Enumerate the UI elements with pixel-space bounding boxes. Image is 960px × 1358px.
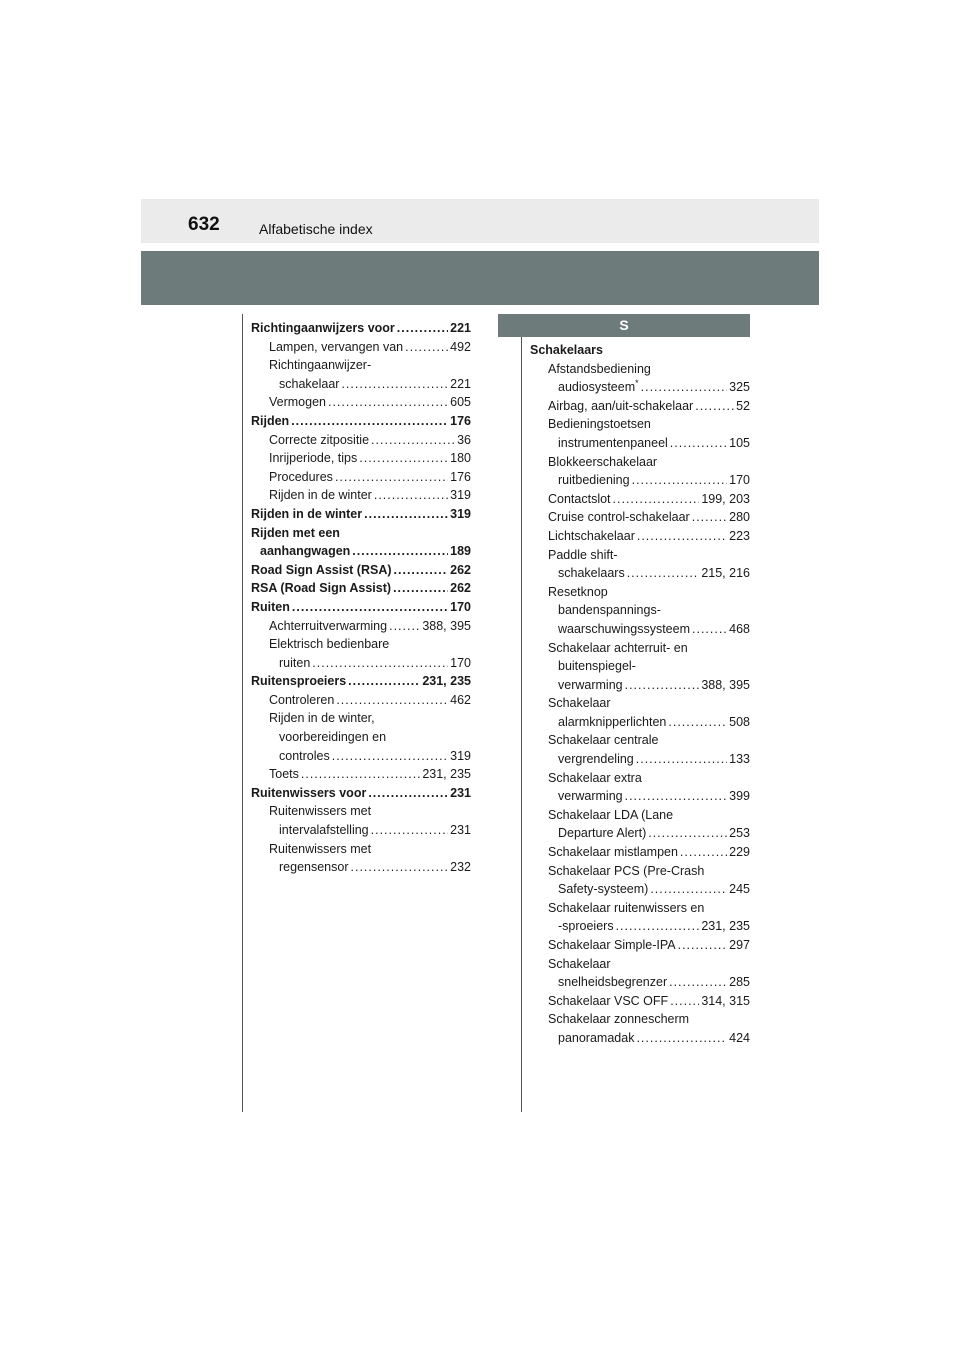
entry-text: panoramadak	[558, 1030, 635, 1045]
index-entry	[251, 393, 471, 412]
index-column-right	[530, 341, 750, 1048]
dot-leader	[616, 917, 700, 936]
dot-leader	[641, 378, 728, 397]
index-entry	[530, 434, 750, 453]
dot-leader	[371, 821, 449, 840]
entry-text: Schakelaar LDA (Lane	[548, 807, 674, 822]
entry-text: -sproeiers	[558, 919, 614, 934]
entry-text: Afstandsbediening	[548, 361, 651, 376]
entry-page: 105	[729, 435, 750, 450]
dot-leader	[348, 672, 420, 691]
entry-page: 253	[729, 826, 750, 841]
dot-leader	[692, 620, 727, 639]
dot-leader	[335, 468, 448, 487]
index-entry	[530, 639, 750, 658]
entry-text: aanhangwagen	[260, 544, 351, 559]
entry-text: Rijden in de winter	[269, 488, 372, 503]
entry-page: 325	[729, 380, 750, 395]
dot-leader	[625, 676, 700, 695]
index-entry	[251, 486, 471, 505]
section-title: Alfabetische index	[259, 221, 373, 237]
dot-leader	[301, 765, 420, 784]
dot-leader	[668, 713, 727, 732]
entry-text: Contactslot	[548, 491, 611, 506]
entry-page: 388, 395	[422, 618, 471, 633]
dot-leader	[670, 992, 699, 1011]
entry-text: Departure Alert)	[558, 826, 647, 841]
dot-leader	[678, 936, 728, 955]
dot-leader	[637, 527, 727, 546]
index-column-left	[251, 319, 471, 877]
entry-page: 231, 235	[422, 767, 471, 782]
entry-text: intervalafstelling	[279, 823, 369, 838]
entry-text: audiosysteem*	[558, 378, 639, 395]
index-entry	[530, 1010, 750, 1029]
entry-page: 52	[736, 398, 750, 413]
index-entry	[251, 728, 471, 747]
dot-leader	[292, 598, 448, 617]
index-entry	[251, 858, 471, 877]
index-entry	[530, 620, 750, 639]
entry-page: 199, 203	[701, 491, 750, 506]
dot-leader	[332, 747, 448, 766]
index-entry	[530, 750, 750, 769]
index-entry	[530, 992, 750, 1011]
entry-text: Paddle shift-	[548, 547, 618, 562]
entry-text: Lampen, vervangen van	[269, 339, 404, 354]
index-entry	[530, 601, 750, 620]
index-entry	[530, 657, 750, 676]
entry-page: 388, 395	[701, 677, 750, 692]
entry-page: 232	[450, 860, 471, 875]
entry-text: Schakelaars	[530, 343, 603, 357]
entry-text: Schakelaar zonnescherm	[548, 1012, 690, 1027]
index-entry	[530, 769, 750, 788]
entry-page: 319	[450, 488, 471, 503]
index-entry	[251, 449, 471, 468]
index-entry	[251, 784, 471, 803]
index-entry	[251, 765, 471, 784]
entry-text: instrumentenpaneel	[558, 435, 668, 450]
index-entry	[251, 802, 471, 821]
index-entry	[530, 843, 750, 862]
entry-page: 133	[729, 752, 750, 767]
dot-leader	[394, 561, 449, 580]
index-entry	[530, 453, 750, 472]
entry-page: 215, 216	[701, 566, 750, 581]
dot-leader	[291, 412, 448, 431]
index-entry	[251, 635, 471, 654]
index-entry	[251, 412, 471, 431]
dot-leader	[692, 508, 727, 527]
dot-leader	[328, 393, 448, 412]
index-entry	[530, 806, 750, 825]
entry-text: Resetknop	[548, 584, 608, 599]
dot-leader	[352, 542, 448, 561]
entry-text: verwarming	[558, 789, 623, 804]
index-entry	[251, 821, 471, 840]
dot-leader	[364, 505, 448, 524]
index-entry	[530, 508, 750, 527]
index-entry	[251, 840, 471, 859]
dot-leader	[613, 490, 700, 509]
entry-text: Procedures	[269, 469, 333, 484]
entry-page: 221	[450, 321, 471, 335]
index-entry	[251, 542, 471, 561]
entry-text: Schakelaar	[548, 696, 611, 711]
entry-text: Rijden in de winter	[251, 506, 363, 521]
entry-page: 399	[729, 789, 750, 804]
entry-text: Airbag, aan/uit-schakelaar	[548, 398, 694, 413]
entry-text: Rijden	[251, 413, 290, 428]
entry-text: Achterruitverwarming	[269, 618, 388, 633]
index-entry	[251, 709, 471, 728]
entry-text: Schakelaar ruitenwissers en	[548, 900, 705, 915]
entry-text: ruitbediening	[558, 473, 630, 488]
entry-text: Rijden in de winter,	[269, 711, 375, 726]
dot-leader	[632, 471, 728, 490]
index-entry	[251, 598, 471, 617]
entry-text: Vermogen	[269, 395, 326, 410]
dot-leader	[359, 449, 448, 468]
entry-text: buitenspiegel-	[558, 659, 636, 674]
entry-text: Ruitenwissers voor	[251, 785, 367, 800]
dot-leader	[312, 654, 448, 673]
entry-text: Richtingaanwijzers voor	[251, 321, 395, 335]
middle-column-rule	[521, 314, 522, 1112]
index-entry	[530, 1029, 750, 1048]
index-entry	[251, 468, 471, 487]
dot-leader	[374, 486, 448, 505]
entry-text: Road Sign Assist (RSA)	[251, 562, 392, 577]
index-entry	[251, 319, 471, 338]
entry-page: 231, 235	[422, 674, 471, 689]
entry-page: 280	[729, 510, 750, 525]
entry-text: Schakelaar extra	[548, 770, 642, 785]
entry-text: Ruitensproeiers	[251, 674, 347, 689]
entry-page: 314, 315	[701, 993, 750, 1008]
entry-page: 245	[729, 882, 750, 897]
entry-text: voorbereidingen en	[279, 730, 387, 745]
index-entry	[530, 787, 750, 806]
entry-text: schakelaar	[279, 376, 340, 391]
entry-text: Bedieningstoetsen	[548, 417, 651, 432]
entry-text: snelheidsbegrenzer	[558, 975, 668, 990]
entry-page: 319	[450, 748, 471, 763]
dot-leader	[648, 824, 727, 843]
index-entry	[530, 731, 750, 750]
index-entry	[251, 617, 471, 636]
entry-text: Correcte zitpositie	[269, 432, 370, 447]
index-entry	[251, 338, 471, 357]
entry-page: 223	[729, 528, 750, 543]
dot-leader	[371, 431, 455, 450]
page-number: 632	[188, 214, 220, 235]
entry-text: Schakelaar	[548, 956, 611, 971]
entry-text: Lichtschakelaar	[548, 528, 635, 543]
entry-page: 189	[450, 544, 471, 559]
dot-leader	[669, 973, 727, 992]
entry-text: Ruiten	[251, 599, 290, 614]
entry-page: 231	[450, 823, 471, 838]
dot-leader	[650, 880, 727, 899]
dot-leader	[680, 843, 727, 862]
index-entry	[530, 824, 750, 843]
index-entry	[251, 747, 471, 766]
index-entry	[251, 431, 471, 450]
dot-leader	[393, 579, 448, 598]
index-entry	[530, 880, 750, 899]
entry-text: Schakelaar mistlampen	[548, 845, 678, 860]
entry-text: Controleren	[269, 692, 335, 707]
index-entry	[251, 691, 471, 710]
index-entry	[530, 583, 750, 602]
entry-page: 605	[450, 395, 471, 410]
index-entry	[530, 955, 750, 974]
entry-page: 462	[450, 692, 471, 707]
entry-page: 170	[450, 599, 471, 614]
entry-page: 262	[450, 581, 471, 596]
entry-text: Blokkeerschakelaar	[548, 454, 658, 469]
entry-text: bandenspannings-	[558, 603, 661, 618]
entry-text: Schakelaar VSC OFF	[548, 993, 669, 1008]
index-entry	[251, 524, 471, 543]
header-band	[141, 251, 819, 305]
entry-text: Schakelaar Simple-IPA	[548, 938, 676, 952]
entry-text: Toets	[269, 767, 299, 782]
entry-page: 36	[457, 432, 471, 447]
left-column-rule	[242, 314, 243, 1112]
index-entry	[251, 375, 471, 394]
index-entry	[530, 917, 750, 936]
entry-text: Schakelaar PCS (Pre-Crash	[548, 863, 705, 878]
index-entry	[251, 505, 471, 524]
index-entry	[530, 471, 750, 490]
index-entry	[251, 561, 471, 580]
entry-text: regensensor	[279, 860, 349, 875]
entry-text: waarschuwingssysteem	[558, 621, 690, 636]
entry-text: ruiten	[279, 655, 311, 670]
entry-text: Richtingaanwijzer-	[269, 358, 372, 373]
index-entry	[530, 378, 750, 397]
entry-page: 231	[450, 785, 471, 800]
entry-page: 229	[729, 845, 750, 860]
dot-leader	[636, 1029, 727, 1048]
entry-page: 170	[729, 473, 750, 488]
entry-page: 176	[450, 469, 471, 484]
entry-page: 508	[729, 714, 750, 729]
entry-text: controles	[279, 748, 330, 763]
dot-leader	[405, 338, 448, 357]
entry-text: schakelaars	[558, 566, 625, 581]
entry-text: alarmknipperlichten	[558, 714, 667, 729]
index-entry	[530, 564, 750, 583]
entry-page: 231, 235	[701, 919, 750, 934]
entry-footnote-mark: *	[635, 378, 639, 389]
dot-leader	[625, 787, 728, 806]
entry-text: Schakelaar achterruit- en	[548, 640, 688, 655]
entry-page: 221	[450, 376, 471, 391]
entry-page: 424	[729, 1030, 750, 1045]
dot-leader	[695, 397, 734, 416]
entry-text: Ruitenwissers met	[269, 804, 372, 819]
index-entry	[530, 527, 750, 546]
dot-leader	[368, 784, 448, 803]
dot-leader	[341, 375, 448, 394]
dot-leader	[389, 617, 420, 636]
index-entry	[530, 973, 750, 992]
letter-heading-s: S	[498, 314, 750, 337]
entry-text: Rijden met een	[251, 525, 340, 540]
index-entry	[251, 356, 471, 375]
index-entry	[530, 862, 750, 881]
index-entry	[530, 546, 750, 565]
entry-text: verwarming	[558, 677, 623, 692]
entry-text: Cruise control-schakelaar	[548, 510, 690, 525]
index-entry	[530, 360, 750, 379]
entry-text: Schakelaar centrale	[548, 733, 659, 748]
dot-leader	[397, 319, 448, 338]
index-entry	[530, 713, 750, 732]
entry-text: Inrijperiode, tips	[269, 451, 358, 466]
dot-leader	[351, 858, 449, 877]
entry-page: 180	[450, 451, 471, 466]
index-entry	[530, 397, 750, 416]
entry-page: 285	[729, 975, 750, 990]
entry-text: Ruitenwissers met	[269, 841, 372, 856]
dot-leader	[670, 434, 727, 453]
entry-page: 492	[450, 339, 471, 354]
dot-leader	[336, 691, 448, 710]
entry-page: 297	[729, 938, 750, 952]
entry-text: Elektrisch bedienbare	[269, 637, 390, 652]
index-entry	[530, 341, 750, 360]
index-entry	[530, 676, 750, 695]
entry-page: 262	[450, 562, 471, 577]
index-entry	[530, 415, 750, 434]
entry-page: 170	[450, 655, 471, 670]
index-entry	[251, 579, 471, 598]
entry-text: vergrendeling	[558, 752, 634, 767]
entry-text: RSA (Road Sign Assist)	[251, 581, 392, 596]
index-entry	[530, 936, 750, 955]
entry-page: 176	[450, 413, 471, 428]
index-entry	[251, 654, 471, 673]
index-entry	[251, 672, 471, 691]
entry-text: Safety-systeem)	[558, 882, 649, 897]
index-entry	[530, 490, 750, 509]
dot-leader	[636, 750, 727, 769]
entry-page: 319	[450, 506, 471, 521]
entry-page: 468	[729, 621, 750, 636]
dot-leader	[627, 564, 700, 583]
header-bar	[141, 199, 819, 243]
index-entry	[530, 899, 750, 918]
index-entry	[530, 694, 750, 713]
